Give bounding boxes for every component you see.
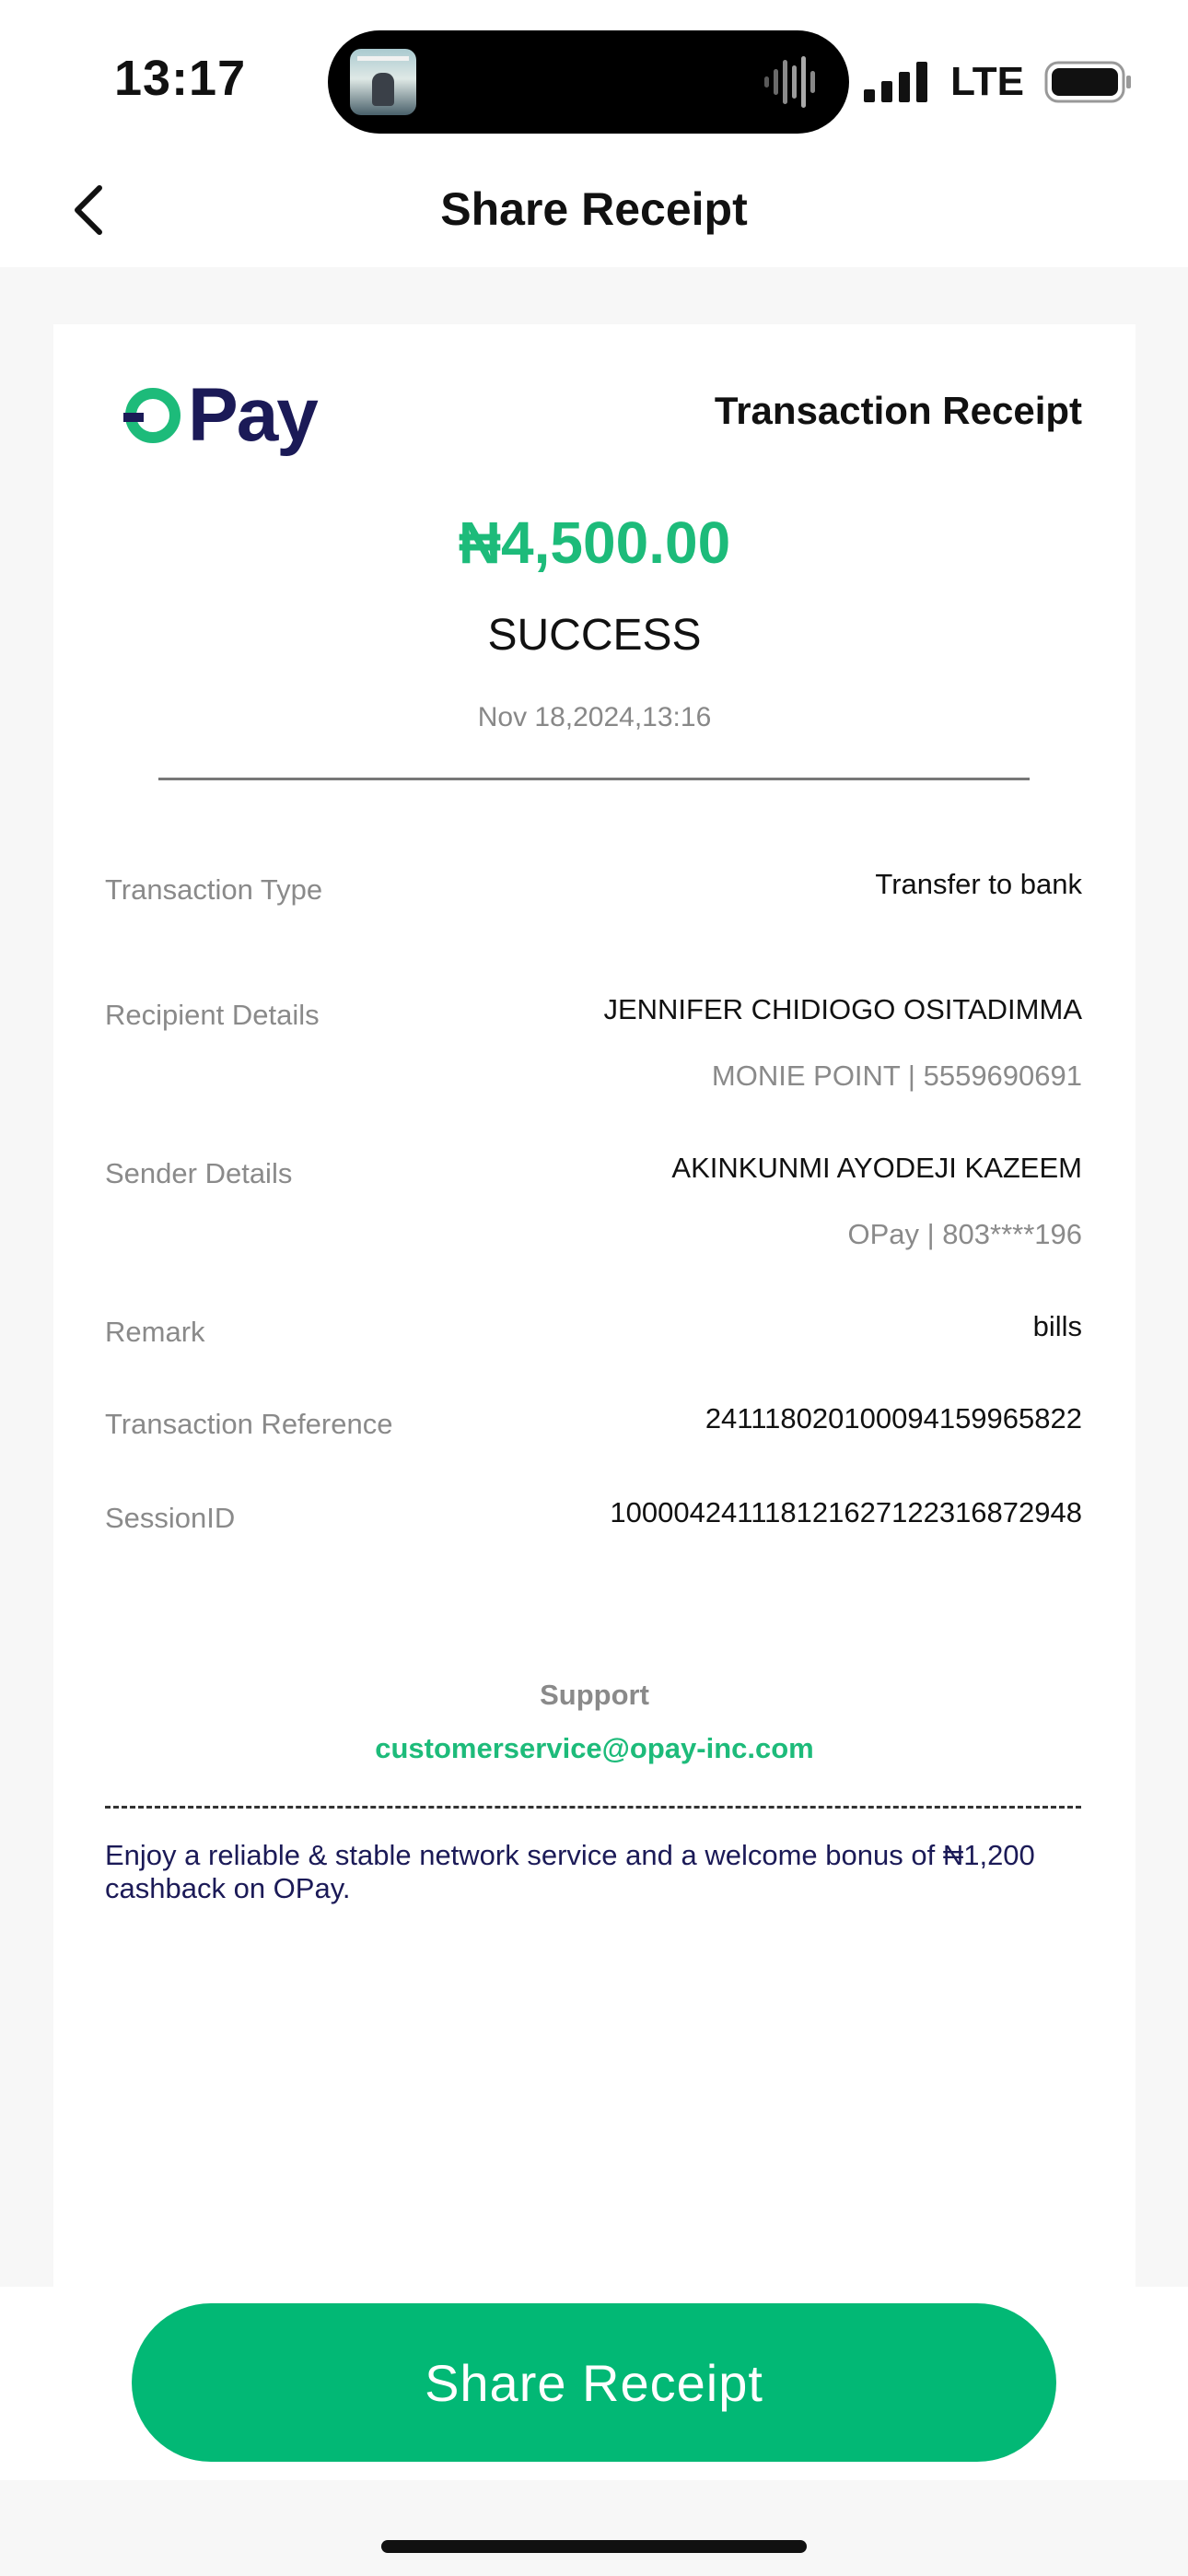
row-value: 241118020100094159965822 [705,1402,1082,1434]
row-value: Transfer to bank [875,868,1082,900]
transaction-status: SUCCESS [487,611,702,660]
opay-o-mark-icon [123,386,182,445]
status-indicators [864,59,1133,105]
row-recipient-details [105,993,1082,1122]
status-bar [0,0,1188,157]
row-label: Transaction Reference [105,1408,393,1440]
row-remark [105,1310,1082,1365]
opay-logo [123,373,317,457]
page-title: Share Receipt [440,183,748,235]
home-indicator[interactable] [381,2540,807,2553]
row-label: Remark [105,1316,205,1348]
row-session-id [105,1496,1082,1551]
status-time: 13:17 [114,51,247,106]
row-value: 100004241118121627122316872948 [610,1496,1082,1528]
support-email-link[interactable]: customerservice@opay-inc.com [375,1732,814,1764]
row-label: Recipient Details [105,999,320,1031]
row-sender-details [105,1152,1082,1281]
row-transaction-reference [105,1402,1082,1458]
row-transaction-type [105,868,1082,923]
album-art [350,49,416,115]
network-type: LTE [950,59,1024,104]
transaction-amount: ₦4,500.00 [458,509,731,576]
row-value: bills [1032,1310,1082,1342]
row-label: SessionID [105,1502,236,1534]
brand-name: Pay [188,373,317,457]
row-sub-value: MONIE POINT | 5559690691 [711,1060,1082,1092]
app-header [0,157,1188,267]
dashed-divider [105,1806,1081,1809]
transaction-datetime: Nov 18,2024,13:16 [477,702,712,732]
bottom-action-bar [0,2287,1188,2480]
divider [158,778,1030,780]
promo-text: Enjoy a reliable & stable network service and a welcome bonus of ₦1,200 cashback on OPay. [105,1839,1035,1904]
battery-icon [1044,61,1133,103]
receipt-title: Transaction Receipt [714,389,1082,432]
receipt-card [53,324,1136,2287]
row-value: AKINKUNMI AYODEJI KAZEEM [671,1152,1082,1184]
dynamic-island[interactable] [328,30,849,134]
support-label: Support [540,1679,649,1711]
row-label: Sender Details [105,1157,293,1189]
row-label: Transaction Type [105,873,323,906]
audio-waveform-icon [763,54,821,110]
share-receipt-button[interactable]: Share Receipt [132,2303,1056,2462]
row-sub-value: OPay | 803****196 [847,1218,1082,1250]
signal-icon [864,62,930,102]
row-value: JENNIFER CHIDIOGO OSITADIMMA [603,993,1082,1025]
